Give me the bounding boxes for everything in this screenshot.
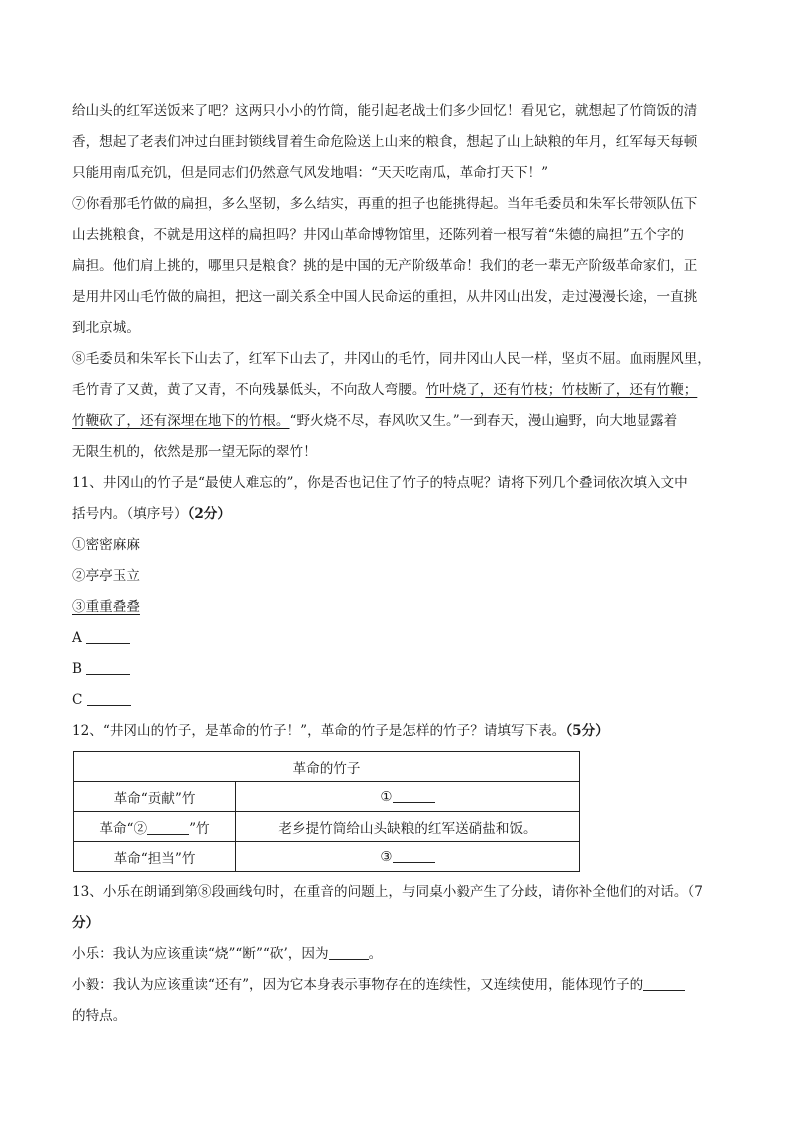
table-row — [74, 782, 580, 812]
answer-line[interactable] — [72, 654, 722, 685]
dialogue-xiaoyi[interactable] — [72, 970, 722, 1001]
text-line: 扁担。他们肩上挑的，哪里只是粮食？挑的是中国的无产阶级革命！我们的老一辈无产阶级革命家们，正 — [72, 258, 698, 274]
row-label[interactable] — [74, 812, 236, 842]
text-line: 给山头的红军送饭来了吧？这两只小小的竹筒，能引起老战士们多少回忆！看见它，就想起了竹筒饭的清 — [72, 103, 698, 119]
dialogue-text: 的特点。 — [72, 1008, 127, 1024]
dialogue-xiaole[interactable] — [72, 939, 722, 970]
label-suffix: ”竹 — [189, 820, 210, 837]
question-text — [72, 877, 722, 908]
answer-blank[interactable] — [393, 788, 435, 803]
text-line: ⑦你看那毛竹做的扁担，多么坚韧，多么结实，再重的担子也能挑得起。当年毛委员和朱军长带领队伍下 — [72, 196, 698, 212]
answer-blank[interactable] — [329, 945, 369, 960]
answer-blank[interactable] — [147, 820, 189, 835]
text-line: 香，想起了老表们冲过白匪封锁线冒着生命危险送上山来的粮食，想起了山上缺粮的年月，红军每天每顿 — [72, 134, 698, 150]
answer-label: C — [72, 692, 83, 708]
question-11 — [72, 468, 722, 716]
answer-blank[interactable] — [643, 976, 685, 991]
row-value[interactable] — [236, 842, 580, 872]
plain-text: “野火烧不尽，春风吹又生。”一到春天，漫山遍野，向大地显露着 — [289, 413, 678, 429]
text-line: 无限生机的，依然是那一望无际的翠竹！ — [72, 444, 317, 460]
answer-blank[interactable] — [86, 629, 130, 644]
text-line: 只能用南瓜充饥，但是同志们仍然意气风发地唱：“天天吃南瓜，革命打天下！” — [72, 165, 549, 181]
answer-label: A — [72, 630, 82, 646]
text-line — [72, 406, 722, 437]
answer-blank[interactable] — [86, 660, 130, 675]
table-row — [74, 812, 580, 842]
question-13 — [72, 877, 722, 1032]
paragraph-6 — [72, 96, 722, 189]
answer-label: B — [72, 661, 82, 677]
paragraph-8 — [72, 344, 722, 468]
underlined-sentence: 竹鞭砍了，还有深埋在地下的竹根。 — [72, 413, 290, 429]
text-line: 是用井冈山毛竹做的扁担，把这一副关系全中国人民命运的重担，从井冈山出发，走过漫漫长途，一直挑 — [72, 289, 698, 305]
score-label: 分） — [72, 915, 100, 931]
option-item: ①密密麻麻 — [72, 537, 140, 553]
option-item: ②亭亭玉立 — [72, 568, 140, 584]
question-text: 括号内。（填序号） — [72, 506, 188, 522]
plain-text: 毛竹青了又黄，黄了又青，不向残暴低头，不向敌人弯腰。 — [72, 382, 426, 398]
row-label: 革命“贡献”竹 — [74, 782, 236, 812]
table-row — [74, 842, 580, 872]
dialogue-text: 小毅：我认为应该重读“还有”，因为它本身表示事物存在的连续性，又连续使用，能体现竹子的 — [72, 977, 644, 993]
dialogue-text: 。 — [368, 946, 383, 962]
circled-number: ① — [380, 789, 393, 805]
table-title: 革命的竹子 — [74, 752, 580, 782]
answer-line[interactable] — [72, 623, 722, 654]
row-value[interactable] — [236, 782, 580, 812]
exam-page — [72, 96, 722, 747]
option-text: ③重重叠叠 — [72, 599, 140, 615]
circled-number: ③ — [380, 849, 393, 865]
question-text: 12、“井冈山的竹子，是革命的竹子！”，革命的竹子是怎样的竹子？请填写下表。 — [72, 723, 566, 739]
text-line — [72, 375, 722, 406]
text-line: ⑧毛委员和朱军长下山去了，红军下山去了，井冈山的毛竹，同井冈山人民一样，坚贞不屈。血雨腥风里， — [72, 351, 711, 367]
dialogue-text: 小乐：我认为应该重读“烧”“断”“砍’，因为 — [72, 946, 329, 962]
paragraph-7 — [72, 189, 722, 344]
question-text: 11、井冈山的竹子是“最使人难忘的”，你是否也记住了竹子的特点呢？请将下列几个叠词依次填入文中 — [72, 475, 688, 491]
answer-line[interactable] — [72, 685, 722, 716]
text-line: 到北京城。 — [72, 320, 140, 336]
revolution-bamboo-table — [73, 751, 580, 872]
option-item — [72, 592, 722, 623]
text-line: 山去挑粮食，不就是用这样的扁担吗？井冈山革命博物馆里，还陈列着一根写着“朱德的扁担”五个字的 — [72, 227, 685, 243]
answer-blank[interactable] — [87, 691, 131, 706]
question-text: 13、小乐在朗诵到第⑧段画线句时，在重音的问题上，与同桌小毅产生了分歧，请你补全他们的对话。（7 — [72, 884, 703, 900]
underlined-sentence: 竹叶烧了，还有竹枝；竹枝断了，还有竹鞭； — [425, 382, 698, 398]
score-label: （5分） — [565, 723, 609, 739]
question-12 — [72, 716, 722, 747]
row-value: 老乡提竹筒给山头缺粮的红军送硝盐和饭。 — [236, 812, 580, 842]
score-label: （2分） — [187, 506, 231, 522]
answer-blank[interactable] — [393, 848, 435, 863]
row-label: 革命“担当”竹 — [74, 842, 236, 872]
label-prefix: 革命“② — [99, 820, 148, 837]
question-text — [72, 499, 722, 530]
